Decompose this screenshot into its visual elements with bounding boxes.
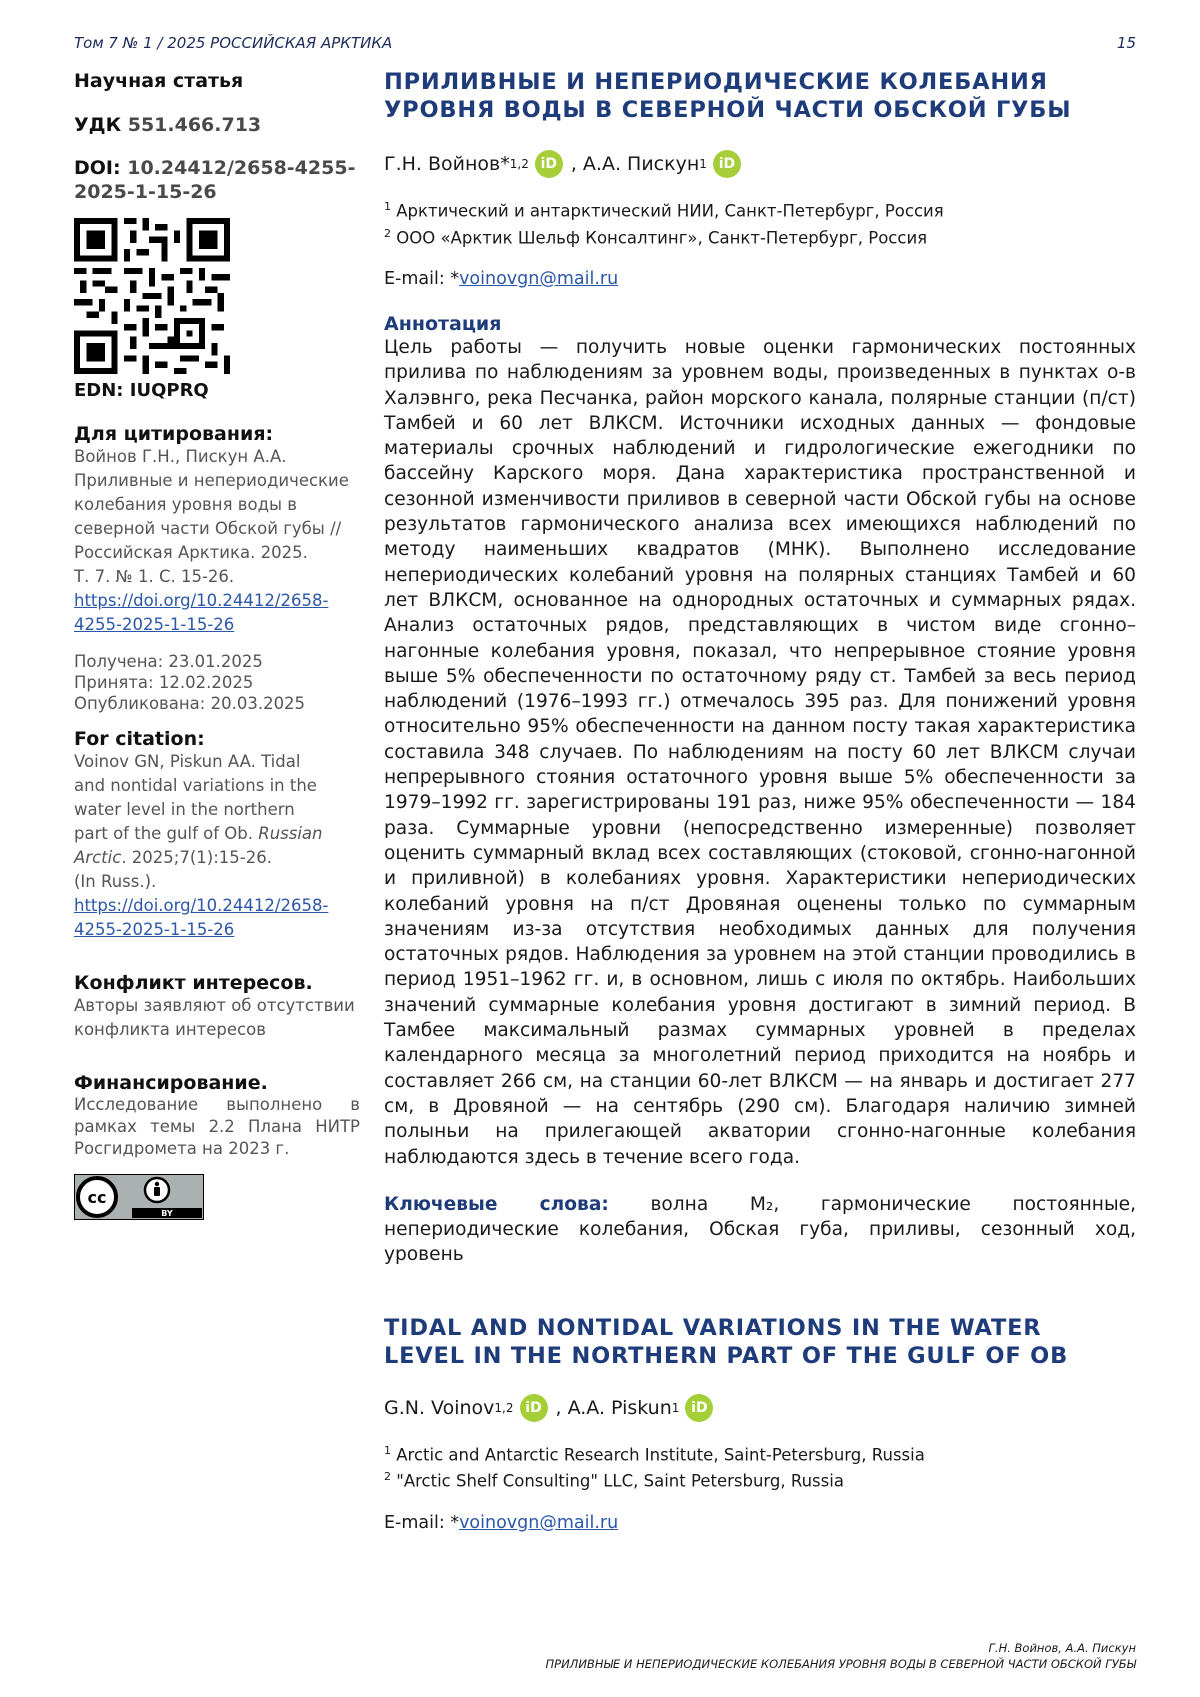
title-ru-line2: УРОВНЯ ВОДЫ В СЕВЕРНОЙ ЧАСТИ ОБСКОЙ ГУБЫ bbox=[384, 97, 1072, 123]
citation-ru-heading: Для цитирования: bbox=[74, 423, 274, 445]
doi bbox=[74, 156, 360, 204]
funding-heading: Финансирование. bbox=[74, 1072, 268, 1094]
affiliations-en bbox=[384, 1440, 1136, 1493]
title-en-line1: TIDAL AND NONTIDAL VARIATIONS IN THE WATER bbox=[384, 1314, 1042, 1341]
citation-ru-line: северной части Обской губы // bbox=[74, 519, 342, 538]
author-ru-2-sup: 1 bbox=[699, 157, 707, 171]
keywords-text: волна M₂, гармонические постоянные, непериодические колебания, Обская губа, приливы, сезонный ход, уровень bbox=[384, 1193, 1136, 1266]
email-en bbox=[384, 1513, 1136, 1533]
affil-sup: 1 bbox=[384, 1443, 391, 1457]
abstract-heading: Аннотация bbox=[384, 313, 502, 335]
footer-title: ПРИЛИВНЫЕ И НЕПЕРИОДИЧЕСКИЕ КОЛЕБАНИЯ УРОВНЯ ВОДЫ В СЕВЕРНОЙ ЧАСТИ ОБСКОЙ ГУБЫ bbox=[545, 1657, 1136, 1671]
email-link[interactable]: voinovgn@mail.ru bbox=[459, 1512, 619, 1533]
citation-ru-line: Приливные и непериодические bbox=[74, 471, 349, 490]
keywords-label: Ключевые слова: bbox=[384, 1193, 609, 1215]
citation-en-line: and nontidal variations in the bbox=[74, 776, 317, 795]
citation-ru-doi-link[interactable] bbox=[74, 589, 360, 637]
affiliation-en-2 bbox=[384, 1466, 1136, 1493]
author-en-1-sup: 1,2 bbox=[494, 1400, 514, 1415]
author-ru-1-sup: 1,2 bbox=[509, 157, 529, 171]
affil-text: Арктический и антарктический НИИ, Санкт-Петербург, Россия bbox=[396, 201, 944, 221]
citation-en-link-line2[interactable]: 4255-2025-1-15-26 bbox=[74, 920, 235, 939]
authors-ru bbox=[384, 150, 1136, 178]
conflict-heading: Конфликт интересов. bbox=[74, 972, 313, 994]
citation-en-line: water level in the northern bbox=[74, 800, 295, 819]
citation-en-line: Voinov GN, Piskun AA. Tidal bbox=[74, 752, 301, 771]
funding-text: Исследование выполнено в рамках темы 2.2 Плана НИТР Росгидромета на 2023 г. bbox=[74, 1095, 360, 1158]
author-ru-1: Г.Н. Войнов* bbox=[384, 153, 510, 175]
journal-issue: Том 7 № 1 / 2025 РОССИЙСКАЯ АРКТИКА bbox=[74, 34, 393, 52]
citation-ru-line: колебания уровня воды в bbox=[74, 495, 297, 514]
citation-en-line bbox=[74, 822, 360, 846]
main-column bbox=[384, 68, 1136, 1533]
page-number: 15 bbox=[1116, 34, 1136, 52]
udc-label: УДК bbox=[74, 114, 122, 136]
affil-sup: 1 bbox=[384, 200, 391, 213]
author-en-2: , A.A. Piskun bbox=[555, 1396, 672, 1419]
orcid-icon[interactable]: iD bbox=[535, 150, 563, 178]
running-footer bbox=[546, 1640, 1137, 1672]
edn: EDN: IUQPRQ bbox=[74, 380, 209, 401]
title-ru-line1: ПРИЛИВНЫЕ И НЕПЕРИОДИЧЕСКИЕ КОЛЕБАНИЯ bbox=[384, 69, 1048, 95]
email-ru bbox=[384, 269, 1136, 289]
doi-value-line2: 2025-1-15-26 bbox=[74, 181, 217, 203]
article-title-ru bbox=[384, 68, 1136, 124]
dates bbox=[74, 651, 360, 714]
affiliation-ru-1 bbox=[384, 196, 1136, 223]
email-label: E-mail: * bbox=[384, 269, 460, 289]
citation-en-journal-arctic: Arctic bbox=[74, 848, 122, 867]
email-label: E-mail: * bbox=[384, 1512, 460, 1533]
cc-by-license-icon[interactable] bbox=[74, 1174, 204, 1220]
author-en-2-sup: 1 bbox=[671, 1400, 680, 1415]
sidebar bbox=[74, 70, 360, 1220]
doi-label: DOI: bbox=[74, 157, 121, 179]
citation-ru-line: Российская Арктика. 2025. bbox=[74, 543, 308, 562]
citation-ru-line: Т. 7. № 1. С. 15-26. bbox=[74, 567, 235, 586]
affil-text: "Arctic Shelf Consulting" LLC, Saint Petersburg, Russia bbox=[396, 1471, 844, 1491]
orcid-icon[interactable]: iD bbox=[685, 1394, 713, 1422]
affiliation-en-1 bbox=[384, 1440, 1136, 1467]
author-en-1: G.N. Voinov bbox=[384, 1396, 495, 1419]
article-title-en bbox=[384, 1314, 1136, 1370]
email-link[interactable]: voinovgn@mail.ru bbox=[459, 269, 619, 289]
citation-en-journal-italic: Russian bbox=[258, 824, 323, 843]
udc bbox=[74, 114, 360, 136]
citation-en-vol-line bbox=[74, 846, 360, 870]
citation-ru-line: Войнов Г.Н., Пискун А.А. bbox=[74, 447, 287, 466]
qr-code bbox=[74, 218, 230, 374]
published-date: Опубликована: 20.03.2025 bbox=[74, 694, 306, 713]
title-en-line2: LEVEL IN THE NORTHERN PART OF THE GULF OF OB bbox=[384, 1342, 1069, 1369]
citation-en-doi-link[interactable] bbox=[74, 894, 360, 942]
abstract-text: Цель работы — получить новые оценки гармонических постоянных прилива по наблюдениям за уровнем воды, произведенных в пунктах о-в Халэвнго, река Песчанка, район морского канала, полярные станции (п/ст) Тамбей и 60 лет ВЛКСМ. Источники исходных данных — фондовые материалы срочных наблюдений и гидрологические ежегодники по бассейну Карского моря. Дана характеристика пространственной и сезонной изменчивости приливов в северной части Обской губы на основе результатов гармонического анализа всех имеющихся наблюдений по методу наименьших квадратов (МНК). Выполнено исследование непериодических колебаний уровня на полярных станциях Тамбей и 60 лет ВЛКСМ, основанное на однородных остаточных и суммарных рядах. Анализ остаточных рядов, представляющих в чистом виде сгонно–нагонные колебания уровня, показал, что непрерывное стояние уровня выше 5% обеспеченности по остаточному ряду ст. Тамбей за весь период наблюдений (1976–1993 гг.) отмечалось 395 раз. Для понижений уровня относительно 95% обеспеченности на данном посту такая характеристика составила 348 случаев. По наблюдениям на посту 60 лет ВЛКСМ случаи непрерывного стояния остаточного уровня выше 5% обеспеченности за 1979–1992 гг. зарегистрированы 191 раз, ниже 95% обеспеченности — 184 раза. Суммарные уровни (непосредственно измеренные) позволяет оценить суммарный вклад всех составляющих (стоковой, сгонно-нагонной и приливной) в колебаниях уровня. Характеристики непериодических колебаний уровня на п/ст Дровяная оценены только по суммарным значениям из-за отсутствия необходимых данных для получения остаточных рядов. Наблюдения за уровнем на этой станции проводились в период 1951–1962 гг. и, в основном, лишь с июля по октябрь. Наибольших значений суммарные колебания уровня достигают в зимний период. В Тамбее максимальный размах суммарных уровней в пределах календарного месяца за многолетний период приходится на ноябрь и составляет 266 см, на станции 60-лет ВЛКСМ — на январь и достигает 277 см, в Дровяной — на сентябрь (290 см). Благодаря наличию зимней полыньи на прилегающей акватории сгонно-нагонные колебания наблюдаются здесь в течение всего года. bbox=[384, 337, 1136, 1168]
by-text: BY bbox=[161, 1209, 173, 1218]
citation-en-lang: (In Russ.). bbox=[74, 872, 157, 891]
citation-ru-link-line2[interactable]: 4255-2025-1-15-26 bbox=[74, 615, 235, 634]
doi-value-line1: 10.24412/2658-4255- bbox=[127, 157, 356, 179]
affiliation-ru-2 bbox=[384, 223, 1136, 250]
author-ru-2: , А.А. Пискун bbox=[570, 153, 700, 175]
running-header bbox=[74, 34, 1136, 52]
orcid-icon[interactable]: iD bbox=[713, 150, 741, 178]
affil-text: ООО «Арктик Шельф Консалтинг», Санкт-Петербург, Россия bbox=[396, 228, 928, 247]
footer-authors: Г.Н. Войнов, А.А. Пискун bbox=[988, 1641, 1136, 1655]
affiliations-ru bbox=[384, 196, 1136, 249]
authors-en bbox=[384, 1394, 1136, 1422]
citation-ru bbox=[74, 445, 360, 637]
affil-sup: 2 bbox=[384, 1470, 391, 1484]
citation-ru-link-line1[interactable]: https://doi.org/10.24412/2658- bbox=[74, 591, 329, 610]
article-type: Научная статья bbox=[74, 70, 244, 92]
received-date: Получена: 23.01.2025 bbox=[74, 652, 263, 671]
cc-text: cc bbox=[87, 1188, 107, 1207]
citation-en-link-line1[interactable]: https://doi.org/10.24412/2658- bbox=[74, 896, 329, 915]
citation-en-line-text: part of the gulf of Ob. bbox=[74, 824, 253, 843]
affil-text: Arctic and Antarctic Research Institute, Saint-Petersburg, Russia bbox=[396, 1445, 925, 1465]
citation-en-vol: . 2025;7(1):15-26. bbox=[121, 848, 272, 867]
udc-value: 551.466.713 bbox=[127, 114, 262, 136]
accepted-date: Принята: 12.02.2025 bbox=[74, 673, 254, 692]
orcid-icon[interactable]: iD bbox=[520, 1394, 548, 1422]
affil-sup: 2 bbox=[384, 226, 391, 240]
conflict-text: Авторы заявляют об отсутствии конфликта интересов bbox=[74, 996, 355, 1039]
citation-en bbox=[74, 750, 360, 942]
citation-en-heading: For citation: bbox=[74, 728, 205, 750]
keywords-ru bbox=[384, 1192, 1136, 1268]
